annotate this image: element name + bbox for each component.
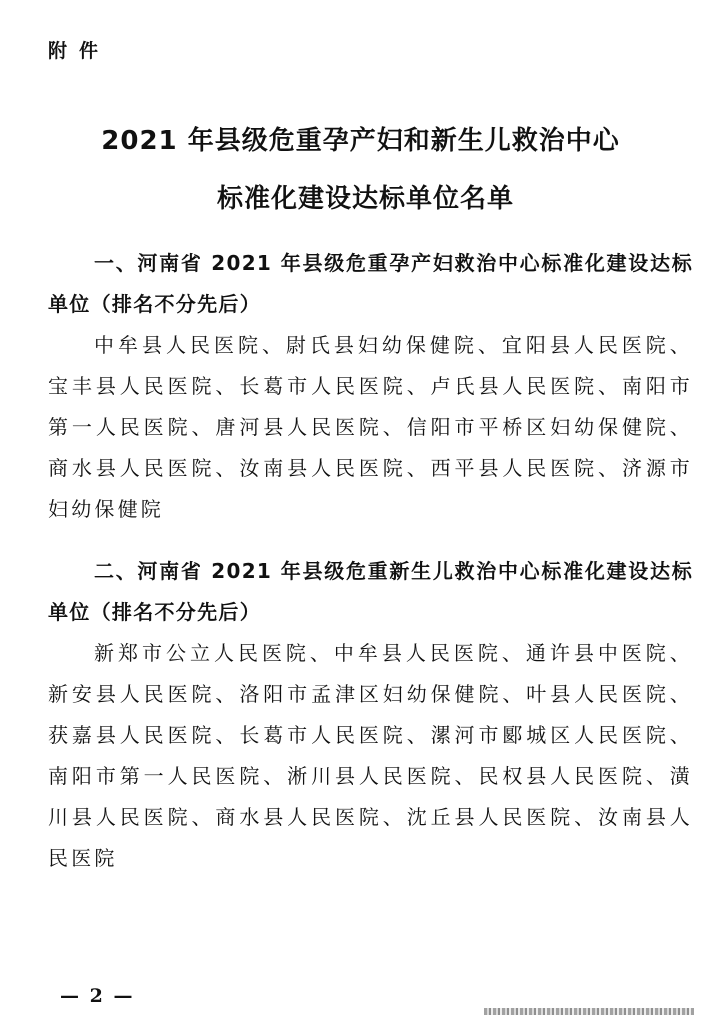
section-heading: 一、河南省 2021 年县级危重孕产妇救治中心标准化建设达标单位（排名不分先后）: [48, 251, 693, 316]
section-neonatal: [48, 551, 693, 879]
section-hospital-list: 新郑市公立人民医院、中牟县人民医院、通许县中医院、新安县人民医院、洛阳市孟津区妇幼保健院、叶县人民医院、获嘉县人民医院、长葛市人民医院、漯河市郾城区人民医院、南阳市第一人民医院、淅川县人民医院、民权县人民医院、潢川县人民医院、商水县人民医院、沈丘县人民医院、汝南县人民医院: [48, 641, 693, 870]
section-hospital-list: 中牟县人民医院、尉氏县妇幼保健院、宜阳县人民医院、宝丰县人民医院、长葛市人民医院、卢氏县人民医院、南阳市第一人民医院、唐河县人民医院、信阳市平桥区妇幼保健院、商水县人民医院、汝南县人民医院、西平县人民医院、济源市妇幼保健院: [48, 333, 693, 521]
page-number: — 2 —: [60, 985, 135, 1007]
attachment-label: 附件: [48, 40, 111, 62]
title-line-2: 标准化建设达标单位名单: [216, 184, 514, 214]
scan-artifact: [484, 1008, 694, 1015]
document-title: [0, 112, 721, 228]
section-maternal: [48, 243, 693, 530]
section-heading: 二、河南省 2021 年县级危重新生儿救治中心标准化建设达标单位（排名不分先后）: [48, 559, 693, 624]
title-line-1: 2021 年县级危重孕产妇和新生儿救治中心: [101, 126, 620, 156]
